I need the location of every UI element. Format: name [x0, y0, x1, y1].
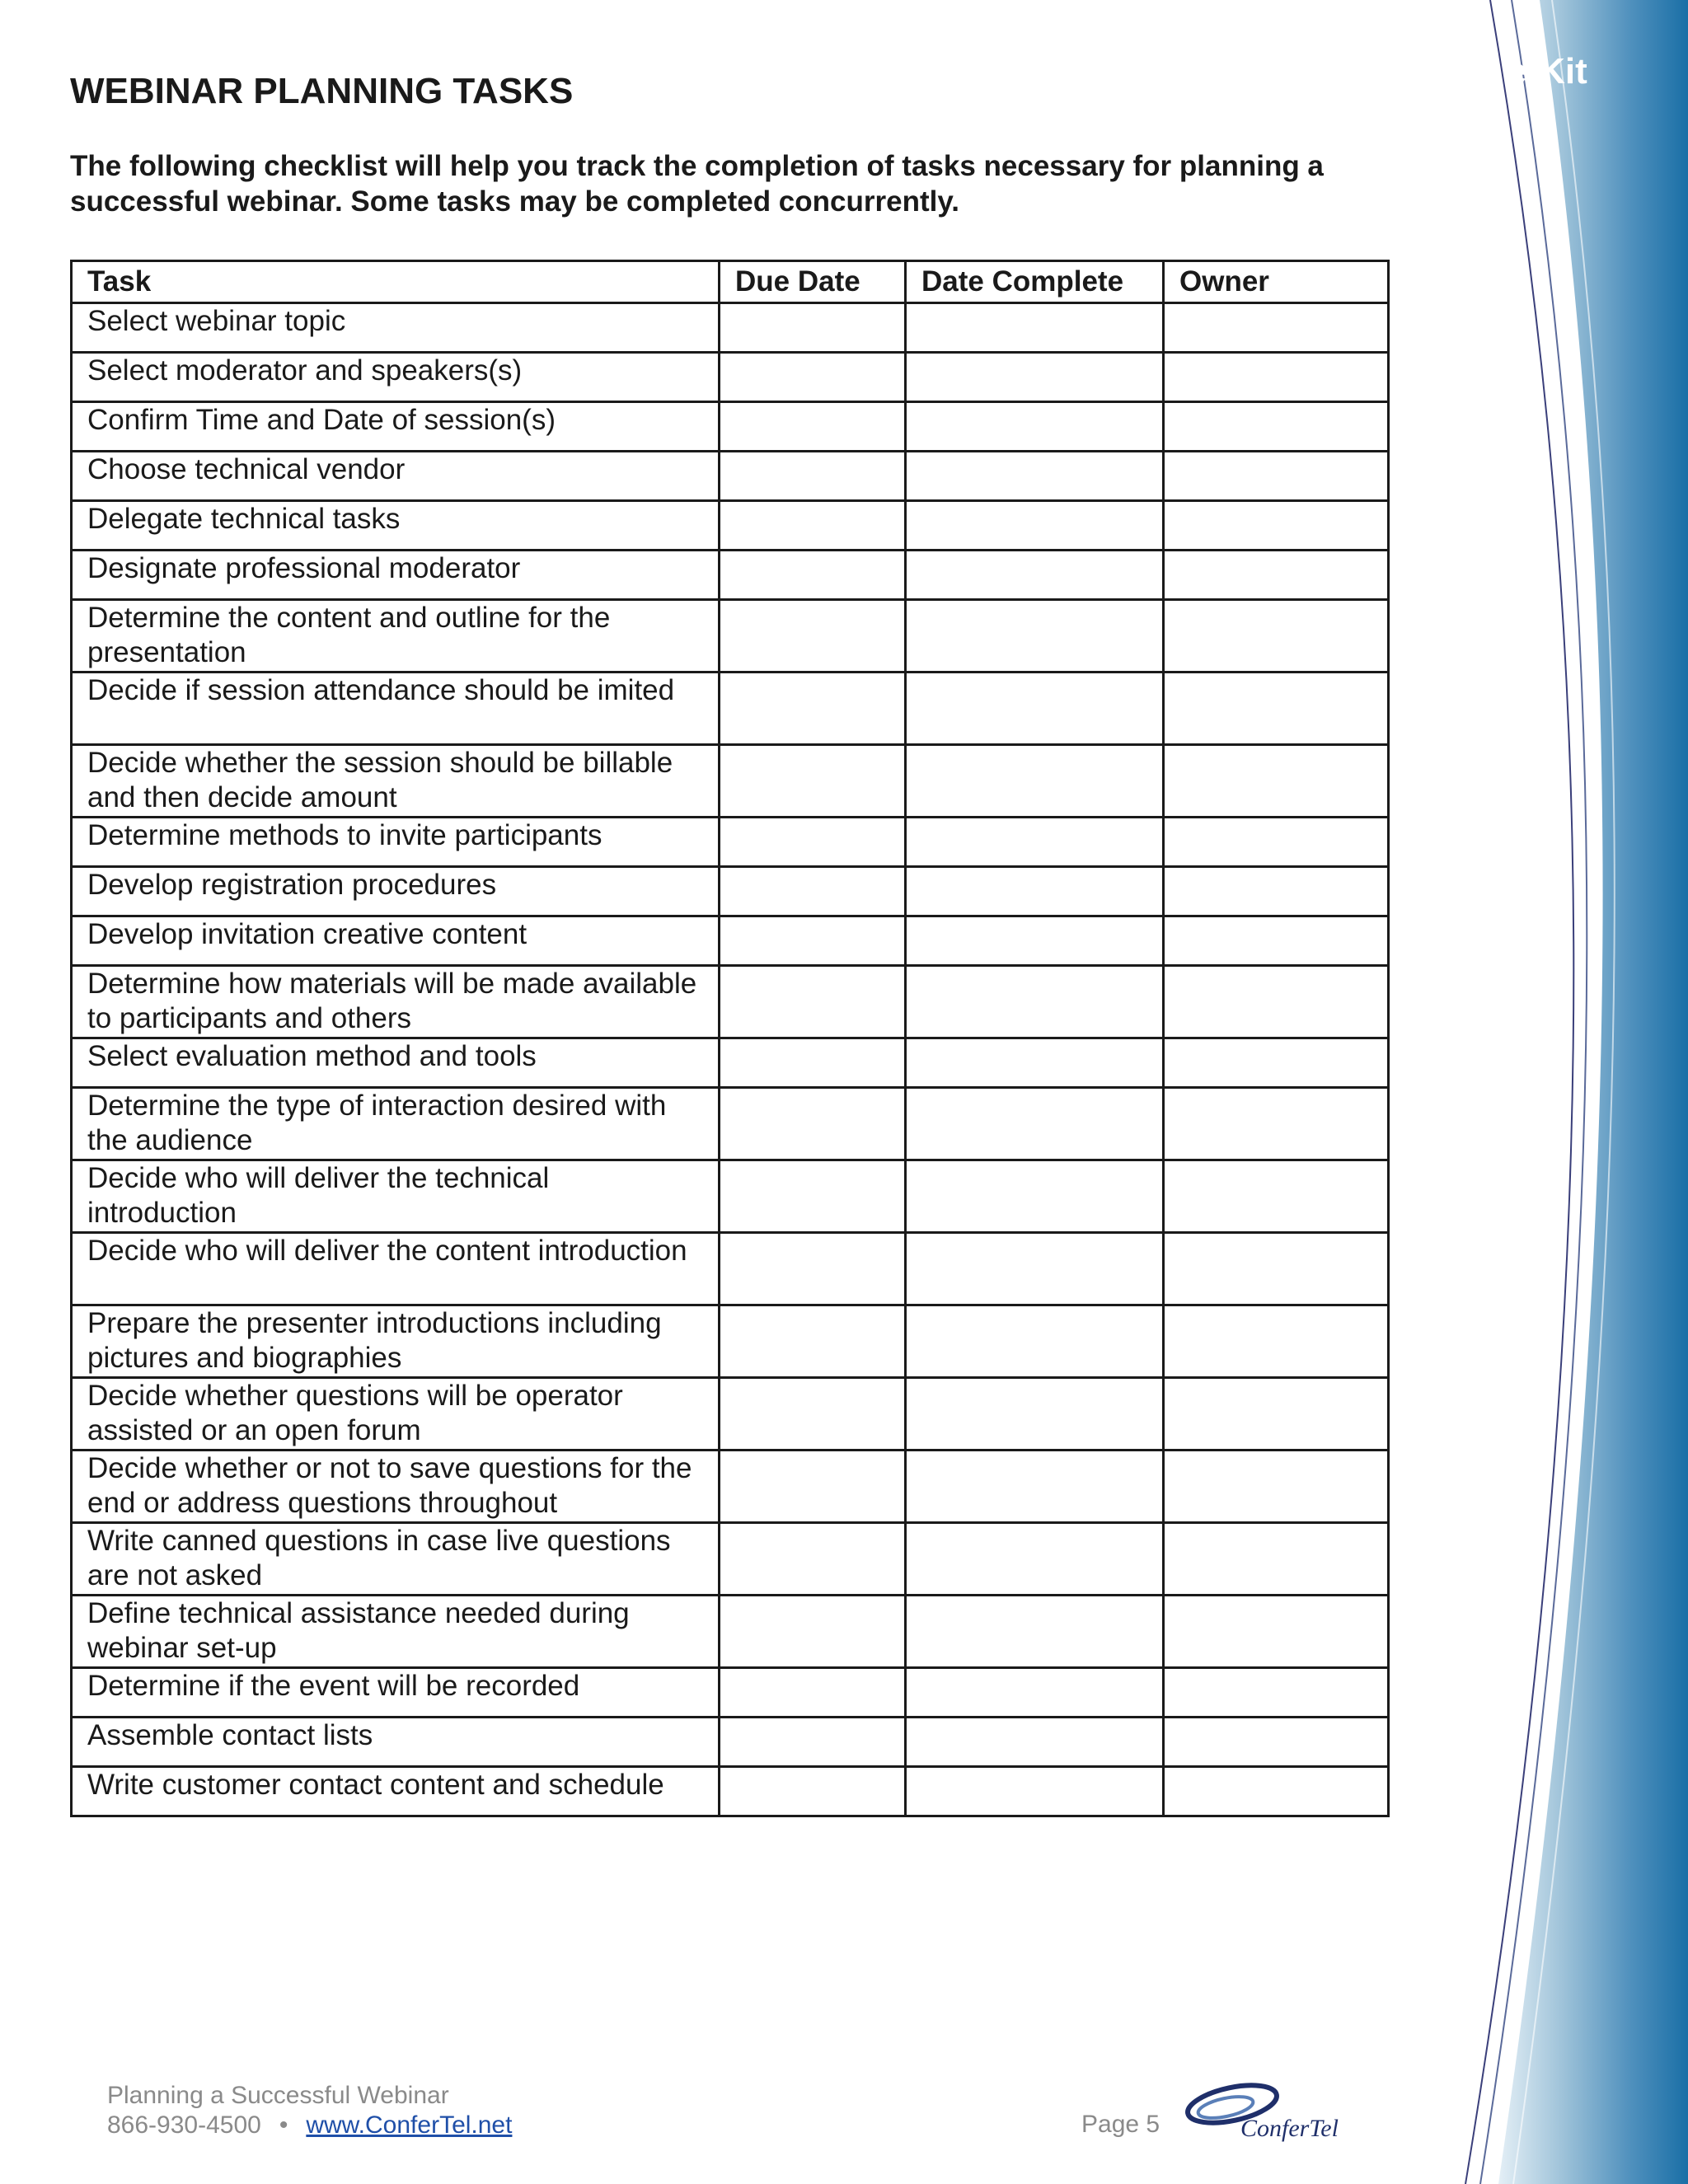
- table-row: [72, 303, 1389, 353]
- date-complete-cell[interactable]: [906, 452, 1164, 501]
- table-row: [72, 1718, 1389, 1767]
- owner-cell[interactable]: [1164, 966, 1389, 1038]
- task-cell: Decide whether the session should be billable and then decide amount: [72, 745, 720, 818]
- owner-cell[interactable]: [1164, 673, 1389, 745]
- due-date-cell[interactable]: [720, 916, 906, 966]
- column-header-owner: Owner: [1164, 261, 1389, 303]
- owner-cell[interactable]: [1164, 1160, 1389, 1233]
- table-row: [72, 402, 1389, 452]
- owner-cell[interactable]: [1164, 1305, 1389, 1378]
- table-row: [72, 1668, 1389, 1718]
- owner-cell[interactable]: [1164, 1523, 1389, 1596]
- due-date-cell[interactable]: [720, 353, 906, 402]
- task-cell: Assemble contact lists: [72, 1718, 720, 1767]
- task-cell: Prepare the presenter introductions including pictures and biographies: [72, 1305, 720, 1378]
- page-number: Page 5: [1081, 2111, 1160, 2138]
- due-date-cell[interactable]: [720, 1668, 906, 1718]
- table-row: [72, 1378, 1389, 1451]
- task-cell: Determine how materials will be made available to participants and others: [72, 966, 720, 1038]
- owner-cell[interactable]: [1164, 916, 1389, 966]
- table-row: [72, 966, 1389, 1038]
- date-complete-cell[interactable]: [906, 1378, 1164, 1451]
- due-date-cell[interactable]: [720, 1233, 906, 1305]
- date-complete-cell[interactable]: [906, 1718, 1164, 1767]
- due-date-cell[interactable]: [720, 745, 906, 818]
- owner-cell[interactable]: [1164, 1767, 1389, 1816]
- due-date-cell[interactable]: [720, 966, 906, 1038]
- due-date-cell[interactable]: [720, 1718, 906, 1767]
- task-cell: Designate professional moderator: [72, 551, 720, 600]
- task-cell: Determine methods to invite participants: [72, 818, 720, 867]
- table-row: [72, 916, 1389, 966]
- table-row: [72, 1160, 1389, 1233]
- owner-cell[interactable]: [1164, 1596, 1389, 1668]
- owner-cell[interactable]: [1164, 452, 1389, 501]
- due-date-cell[interactable]: [720, 867, 906, 916]
- task-cell: Decide who will deliver the technical introduction: [72, 1160, 720, 1233]
- owner-cell[interactable]: [1164, 551, 1389, 600]
- due-date-cell[interactable]: [720, 818, 906, 867]
- footer-website-link[interactable]: www.ConferTel.net: [306, 2111, 513, 2139]
- owner-cell[interactable]: [1164, 1718, 1389, 1767]
- task-cell: Write canned questions in case live questions are not asked: [72, 1523, 720, 1596]
- task-cell: Decide whether or not to save questions for the end or address questions throughout: [72, 1451, 720, 1523]
- date-complete-cell[interactable]: [906, 1233, 1164, 1305]
- due-date-cell[interactable]: [720, 600, 906, 673]
- table-row: [72, 1451, 1389, 1523]
- task-cell: Define technical assistance needed during webinar set-up: [72, 1596, 720, 1668]
- date-complete-cell[interactable]: [906, 353, 1164, 402]
- table-row: [72, 551, 1389, 600]
- task-cell: Select evaluation method and tools: [72, 1038, 720, 1088]
- owner-cell[interactable]: [1164, 1038, 1389, 1088]
- task-cell: Decide who will deliver the content introduction: [72, 1233, 720, 1305]
- date-complete-cell[interactable]: [906, 1305, 1164, 1378]
- intro-text: The following checklist will help you track the completion of tasks necessary for planning a successful webinar. Some tasks may be completed concurrently.: [70, 150, 1324, 218]
- date-complete-cell[interactable]: [906, 916, 1164, 966]
- due-date-cell[interactable]: [720, 1451, 906, 1523]
- due-date-cell[interactable]: [720, 1378, 906, 1451]
- due-date-cell[interactable]: [720, 303, 906, 353]
- task-cell: Determine the type of interaction desired with the audience: [72, 1088, 720, 1160]
- due-date-cell[interactable]: [720, 452, 906, 501]
- table-row: [72, 501, 1389, 551]
- due-date-cell[interactable]: [720, 1038, 906, 1088]
- task-cell: Develop invitation creative content: [72, 916, 720, 966]
- column-header-task: Task: [72, 261, 720, 303]
- footer-contact-line: [107, 2111, 512, 2140]
- date-complete-cell[interactable]: [906, 600, 1164, 673]
- due-date-cell[interactable]: [720, 1305, 906, 1378]
- date-complete-cell[interactable]: [906, 673, 1164, 745]
- footer-doc-title: Planning a Successful Webinar: [107, 2082, 449, 2109]
- task-cell: Delegate technical tasks: [72, 501, 720, 551]
- date-complete-cell[interactable]: [906, 1088, 1164, 1160]
- footer-bullet: •: [279, 2111, 288, 2139]
- table-row: [72, 353, 1389, 402]
- task-cell: Develop registration procedures: [72, 867, 720, 916]
- owner-cell[interactable]: [1164, 1378, 1389, 1451]
- date-complete-cell[interactable]: [906, 1451, 1164, 1523]
- date-complete-cell[interactable]: [906, 1767, 1164, 1816]
- due-date-cell[interactable]: [720, 1088, 906, 1160]
- date-complete-cell[interactable]: [906, 1668, 1164, 1718]
- task-cell: Determine if the event will be recorded: [72, 1668, 720, 1718]
- due-date-cell[interactable]: [720, 501, 906, 551]
- ekit-badge: e-Kit: [1507, 51, 1587, 91]
- due-date-cell[interactable]: [720, 1160, 906, 1233]
- column-header-date-complete: Date Complete: [906, 261, 1164, 303]
- table-row: [72, 1596, 1389, 1668]
- table-row: [72, 1038, 1389, 1088]
- due-date-cell[interactable]: [720, 1767, 906, 1816]
- task-cell: Determine the content and outline for the presentation: [72, 600, 720, 673]
- footer-info: [107, 2081, 512, 2140]
- column-header-due-date: Due Date: [720, 261, 906, 303]
- task-cell: Write customer contact content and schedule: [72, 1767, 720, 1816]
- table-row: [72, 745, 1389, 818]
- owner-cell[interactable]: [1164, 1233, 1389, 1305]
- task-cell: Decide whether questions will be operator assisted or an open forum: [72, 1378, 720, 1451]
- table-row: [72, 867, 1389, 916]
- owner-cell[interactable]: [1164, 353, 1389, 402]
- date-complete-cell[interactable]: [906, 551, 1164, 600]
- date-complete-cell[interactable]: [906, 1596, 1164, 1668]
- owner-cell[interactable]: [1164, 501, 1389, 551]
- date-complete-cell[interactable]: [906, 1160, 1164, 1233]
- table-row: [72, 1305, 1389, 1378]
- date-complete-cell[interactable]: [906, 1523, 1164, 1596]
- date-complete-cell[interactable]: [906, 966, 1164, 1038]
- owner-cell[interactable]: [1164, 303, 1389, 353]
- task-cell: Select webinar topic: [72, 303, 720, 353]
- table-header-row: [72, 261, 1389, 303]
- date-complete-cell[interactable]: [906, 501, 1164, 551]
- owner-cell[interactable]: [1164, 1668, 1389, 1718]
- due-date-cell[interactable]: [720, 1523, 906, 1596]
- table-row: [72, 673, 1389, 745]
- due-date-cell[interactable]: [720, 1596, 906, 1668]
- owner-cell[interactable]: [1164, 402, 1389, 452]
- table-row: [72, 1523, 1389, 1596]
- owner-cell[interactable]: [1164, 1088, 1389, 1160]
- task-cell: Decide if session attendance should be imited: [72, 673, 720, 745]
- due-date-cell[interactable]: [720, 402, 906, 452]
- date-complete-cell[interactable]: [906, 867, 1164, 916]
- due-date-cell[interactable]: [720, 551, 906, 600]
- date-complete-cell[interactable]: [906, 303, 1164, 353]
- date-complete-cell[interactable]: [906, 402, 1164, 452]
- task-cell: Confirm Time and Date of session(s): [72, 402, 720, 452]
- owner-cell[interactable]: [1164, 1451, 1389, 1523]
- date-complete-cell[interactable]: [906, 745, 1164, 818]
- page-title: WEBINAR PLANNING TASKS: [70, 71, 574, 111]
- table-row: [72, 1088, 1389, 1160]
- owner-cell[interactable]: [1164, 818, 1389, 867]
- task-cell: Choose technical vendor: [72, 452, 720, 501]
- date-complete-cell[interactable]: [906, 1038, 1164, 1088]
- table-row: [72, 452, 1389, 501]
- owner-cell[interactable]: [1164, 600, 1389, 673]
- table-row: [72, 1233, 1389, 1305]
- due-date-cell[interactable]: [720, 673, 906, 745]
- task-cell: Select moderator and speakers(s): [72, 353, 720, 402]
- task-checklist-table: [70, 260, 1390, 1817]
- footer-phone: 866-930-4500: [107, 2111, 261, 2139]
- owner-cell[interactable]: [1164, 867, 1389, 916]
- table-row: [72, 1767, 1389, 1816]
- table-row: [72, 818, 1389, 867]
- table-row: [72, 600, 1389, 673]
- owner-cell[interactable]: [1164, 745, 1389, 818]
- date-complete-cell[interactable]: [906, 818, 1164, 867]
- logo-wordmark: ConferTel: [1240, 2115, 1339, 2142]
